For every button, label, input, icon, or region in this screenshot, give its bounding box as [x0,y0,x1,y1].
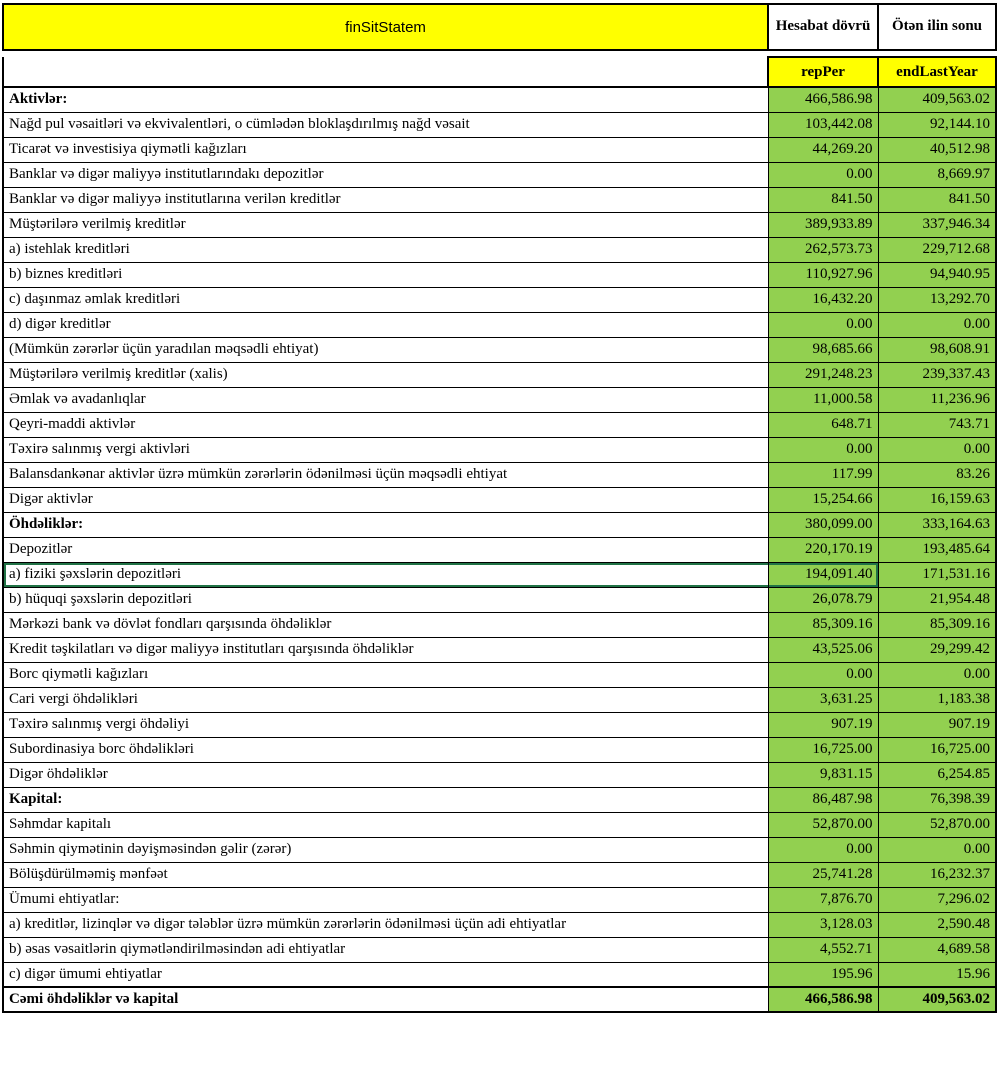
table-row [3,162,996,187]
row-label[interactable]: Ticarət və investisiya qiymətli kağızları [3,137,768,162]
row-label[interactable]: Banklar və digər maliyyə institutlarındakı depozitlər [3,162,768,187]
cell-repper[interactable]: 110,927.96 [768,262,878,287]
cell-endlastyear[interactable]: 0.00 [878,837,996,862]
table-row [3,737,996,762]
table-row [3,887,996,912]
row-label[interactable]: Subordinasiya borc öhdəlikləri [3,737,768,762]
spreadsheet [2,3,997,1013]
cell-endlastyear[interactable]: 2,590.48 [878,912,996,937]
cell-endlastyear[interactable]: 1,183.38 [878,687,996,712]
cell-endlastyear[interactable]: 83.26 [878,462,996,487]
table-row [3,962,996,987]
cell-endlastyear[interactable]: 7,296.02 [878,887,996,912]
table-row [3,712,996,737]
table-row [3,912,996,937]
sheet-title[interactable]: finSitStatem [3,4,768,50]
row-label[interactable]: a) istehlak kreditləri [3,237,768,262]
table-row [3,537,996,562]
row-label[interactable]: b) biznes kreditləri [3,262,768,287]
table-row [3,362,996,387]
row-label[interactable]: c) digər ümumi ehtiyatlar [3,962,768,987]
header-row [3,4,996,50]
cell-repper[interactable]: 907.19 [768,712,878,737]
pane-gap [3,50,996,57]
cell-endlastyear[interactable]: 229,712.68 [878,237,996,262]
subheader-repper[interactable]: repPer [768,57,878,87]
cell-endlastyear[interactable]: 8,669.97 [878,162,996,187]
subheader-blank-cell[interactable] [3,57,768,87]
cell-endlastyear[interactable]: 16,159.63 [878,487,996,512]
row-label[interactable]: Depozitlər [3,537,768,562]
table-row [3,212,996,237]
cell-repper[interactable]: 15,254.66 [768,487,878,512]
cell-repper[interactable]: 0.00 [768,437,878,462]
cell-endlastyear[interactable]: 409,563.02 [878,87,996,112]
table-row [3,262,996,287]
subheader-row [3,57,996,87]
cell-repper[interactable]: 7,876.70 [768,887,878,912]
cell-repper[interactable]: 0.00 [768,162,878,187]
table-row-total [3,987,996,1012]
cell-endlastyear[interactable]: 0.00 [878,312,996,337]
row-label[interactable]: (Mümkün zərərlər üçün yaradılan məqsədli ehtiyat) [3,337,768,362]
row-label[interactable]: Aktivlər: [3,87,768,112]
row-label[interactable]: Cəmi öhdəliklər və kapital [3,987,768,1012]
cell-endlastyear[interactable]: 337,946.34 [878,212,996,237]
row-label[interactable]: d) digər kreditlər [3,312,768,337]
cell-endlastyear[interactable]: 13,292.70 [878,287,996,312]
table-row [3,112,996,137]
row-label[interactable]: Banklar və digər maliyyə institutlarına verilən kreditlər [3,187,768,212]
row-label[interactable]: Borc qiymətli kağızları [3,662,768,687]
cell-repper[interactable]: 0.00 [768,662,878,687]
cell-repper[interactable]: 195.96 [768,962,878,987]
row-label[interactable]: b) əsas vəsaitlərin qiymətləndirilməsindən adi ehtiyatlar [3,937,768,962]
cell-repper[interactable]: 16,725.00 [768,737,878,762]
row-label[interactable]: Digər öhdəliklər [3,762,768,787]
cell-endlastyear[interactable]: 6,254.85 [878,762,996,787]
cell-endlastyear[interactable]: 333,164.63 [878,512,996,537]
cell-endlastyear[interactable]: 907.19 [878,712,996,737]
cell-repper[interactable]: 3,128.03 [768,912,878,937]
table-row [3,412,996,437]
column-header-end-last-year[interactable]: Ötən ilin sonu [878,4,996,50]
cell-repper[interactable]: 291,248.23 [768,362,878,387]
row-label[interactable]: Mərkəzi bank və dövlət fondları qarşısında öhdəliklər [3,612,768,637]
row-label[interactable]: Kredit təşkilatları və digər maliyyə institutları qarşısında öhdəliklər [3,637,768,662]
cell-endlastyear[interactable]: 85,309.16 [878,612,996,637]
table-row [3,587,996,612]
table-row [3,87,996,112]
cell-repper[interactable]: 9,831.15 [768,762,878,787]
cell-endlastyear[interactable]: 11,236.96 [878,387,996,412]
subheader-endlastyear[interactable]: endLastYear [878,57,996,87]
cell-endlastyear[interactable]: 76,398.39 [878,787,996,812]
table-row [3,287,996,312]
row-label[interactable]: Səhmin qiymətinin dəyişməsindən gəlir (zərər) [3,837,768,862]
cell-repper[interactable]: 43,525.06 [768,637,878,662]
table-row [3,437,996,462]
row-label[interactable]: Nağd pul vəsaitləri və ekvivalentləri, o cümlədən bloklaşdırılmış nağd vəsait [3,112,768,137]
cell-repper[interactable]: 0.00 [768,312,878,337]
table-row [3,137,996,162]
cell-repper[interactable]: 26,078.79 [768,587,878,612]
cell-endlastyear[interactable]: 92,144.10 [878,112,996,137]
table-row [3,337,996,362]
cell-repper[interactable]: 25,741.28 [768,862,878,887]
row-label[interactable]: Balansdankənar aktivlər üzrə mümkün zərərlərin ödənilməsi üçün məqsədli ehtiyat [3,462,768,487]
cell-endlastyear[interactable]: 15.96 [878,962,996,987]
cell-endlastyear[interactable]: 841.50 [878,187,996,212]
cell-endlastyear[interactable]: 16,725.00 [878,737,996,762]
cell-repper[interactable]: 103,442.08 [768,112,878,137]
table-row [3,762,996,787]
cell-repper[interactable]: 466,586.98 [768,987,878,1012]
table-row [3,937,996,962]
table-row [3,812,996,837]
row-label[interactable]: Ümumi ehtiyatlar: [3,887,768,912]
cell-repper[interactable]: 220,170.19 [768,537,878,562]
table-row-selected [3,562,996,587]
cell-repper[interactable]: 11,000.58 [768,387,878,412]
table-row [3,512,996,537]
cell-repper[interactable]: 389,933.89 [768,212,878,237]
cell-repper[interactable]: 841.50 [768,187,878,212]
cell-repper[interactable]: 44,269.20 [768,137,878,162]
row-label[interactable]: c) daşınmaz əmlak kreditləri [3,287,768,312]
cell-endlastyear[interactable]: 0.00 [878,662,996,687]
cell-endlastyear[interactable]: 21,954.48 [878,587,996,612]
column-header-reporting-period[interactable]: Hesabat dövrü [768,4,878,50]
cell-repper[interactable]: 262,573.73 [768,237,878,262]
cell-repper[interactable]: 117.99 [768,462,878,487]
row-label[interactable]: Müştərilərə verilmiş kreditlər [3,212,768,237]
cell-repper[interactable]: 4,552.71 [768,937,878,962]
cell-repper[interactable]: 3,631.25 [768,687,878,712]
row-label[interactable]: Kapital: [3,787,768,812]
cell-endlastyear[interactable]: 239,337.43 [878,362,996,387]
cell-repper[interactable]: 648.71 [768,412,878,437]
table-row [3,187,996,212]
cell-endlastyear[interactable]: 94,940.95 [878,262,996,287]
cell-endlastyear[interactable]: 171,531.16 [878,562,996,587]
table-row [3,387,996,412]
table-row [3,837,996,862]
row-label[interactable]: Müştərilərə verilmiş kreditlər (xalis) [3,362,768,387]
balance-sheet-table [2,3,997,1013]
cell-endlastyear[interactable]: 4,689.58 [878,937,996,962]
cell-endlastyear[interactable]: 0.00 [878,437,996,462]
row-label[interactable]: a) kreditlər, lizinqlər və digər tələblər üzrə mümkün zərərlərin ödənilməsi üçün adi ehtiyatlar [3,912,768,937]
cell-repper[interactable]: 86,487.98 [768,787,878,812]
cell-endlastyear[interactable]: 16,232.37 [878,862,996,887]
cell-repper[interactable]: 85,309.16 [768,612,878,637]
cell-endlastyear[interactable]: 743.71 [878,412,996,437]
cell-repper[interactable]: 194,091.40 [768,562,878,587]
cell-repper[interactable]: 466,586.98 [768,87,878,112]
row-label[interactable]: Təxirə salınmış vergi aktivləri [3,437,768,462]
row-label[interactable]: Digər aktivlər [3,487,768,512]
cell-repper[interactable]: 52,870.00 [768,812,878,837]
table-row [3,662,996,687]
table-row [3,862,996,887]
cell-endlastyear[interactable]: 52,870.00 [878,812,996,837]
row-label[interactable]: a) fiziki şəxslərin depozitləri [3,562,768,587]
row-label[interactable]: Cari vergi öhdəlikləri [3,687,768,712]
row-label[interactable]: Təxirə salınmış vergi öhdəliyi [3,712,768,737]
row-label[interactable]: Əmlak və avadanlıqlar [3,387,768,412]
cell-repper[interactable]: 16,432.20 [768,287,878,312]
row-label[interactable]: Öhdəliklər: [3,512,768,537]
cell-repper[interactable]: 98,685.66 [768,337,878,362]
cell-endlastyear[interactable]: 40,512.98 [878,137,996,162]
row-label[interactable]: Səhmdar kapitalı [3,812,768,837]
row-label[interactable]: b) hüquqi şəxslərin depozitləri [3,587,768,612]
table-row [3,637,996,662]
table-row [3,612,996,637]
table-row [3,237,996,262]
table-row [3,312,996,337]
cell-repper[interactable]: 0.00 [768,837,878,862]
table-row [3,462,996,487]
row-label[interactable]: Qeyri-maddi aktivlər [3,412,768,437]
table-row [3,687,996,712]
cell-endlastyear[interactable]: 29,299.42 [878,637,996,662]
cell-endlastyear[interactable]: 409,563.02 [878,987,996,1012]
cell-endlastyear[interactable]: 193,485.64 [878,537,996,562]
table-row [3,487,996,512]
cell-repper[interactable]: 380,099.00 [768,512,878,537]
row-label[interactable]: Bölüşdürülməmiş mənfəət [3,862,768,887]
table-row [3,787,996,812]
cell-endlastyear[interactable]: 98,608.91 [878,337,996,362]
